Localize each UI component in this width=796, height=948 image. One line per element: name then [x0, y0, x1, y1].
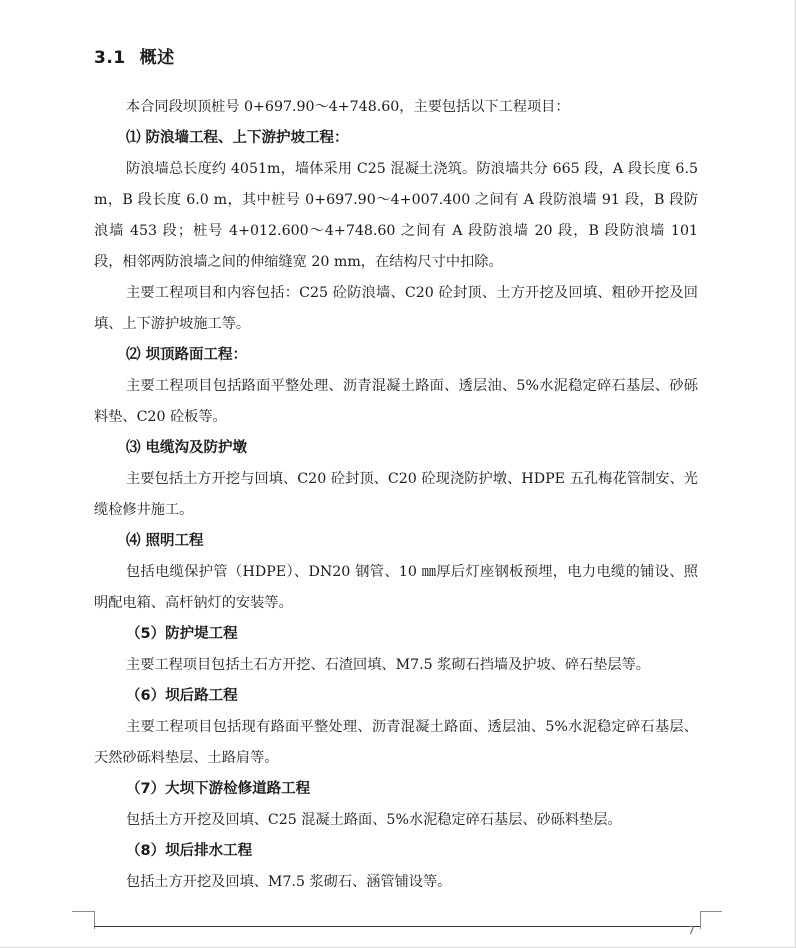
- body-paragraph: 主要包括土方开挖与回填、C20 砼封顶、C20 砼现浇防护墩、HDPE 五孔梅花管制安、光缆检修井施工。: [94, 471, 698, 518]
- body-paragraph: 包括电缆保护管（HDPE）、DN20 钢管、10 ㎜厚后灯座钢板预埋，电力电缆的铺设、照明配电箱、高杆钠灯的安装等。: [94, 564, 698, 611]
- subsection-title-6: （6）坝后路工程: [126, 688, 238, 704]
- crop-mark-left-horizontal: [72, 911, 94, 912]
- section-heading: [94, 43, 175, 68]
- page-number: 7: [688, 924, 695, 937]
- body-paragraph: 主要工程项目和内容包括：C25 砼防浪墙、C20 砼封顶、土方开挖及回填、粗砂开挖及回填、上下游护坡施工等。: [94, 285, 698, 332]
- subsection-title-4: ⑷ 照明工程: [126, 533, 204, 549]
- subsection-title-7: （7）大坝下游检修道路工程: [126, 781, 311, 797]
- body-paragraph: 防浪墙总长度约 4051m，墙体采用 C25 混凝土浇筑。防浪墙共分 665 段，A 段长度 6.5 m，B 段长度 6.0 m，其中桩号 0+697.90～4+007.400 之间有 A 段防浪墙 91 段，B 段防浪墙 453 段；桩号 4+012.600～4+748.60 之间有 A 段防浪墙 20 段，B 段防浪墙 101 段，相邻两防浪墙之间的伸缩缝宽 20 mm，在结构尺寸中扣除。: [94, 161, 698, 270]
- section-title: 概述: [139, 48, 175, 68]
- intro-paragraph: 本合同段坝顶桩号 0+697.90～4+748.60，主要包括以下工程项目：: [126, 99, 570, 115]
- body-paragraph: 主要工程项目包括土石方开挖、石渣回填、M7.5 浆砌石挡墙及护坡、碎石垫层等。: [126, 657, 650, 673]
- subsection-title-1: ⑴ 防浪墙工程、上下游护坡工程：: [126, 130, 349, 146]
- footer-rule: [94, 926, 700, 927]
- subsection-title-8: （8）坝后排水工程: [126, 843, 253, 859]
- subsection-title-2: ⑵ 坝顶路面工程：: [126, 347, 248, 363]
- body-paragraph: 主要工程项目包括路面平整处理、沥青混凝土路面、透层油、5%水泥稳定碎石基层、砂砾料垫、C20 砼板等。: [94, 378, 698, 425]
- body-paragraph: 包括土方开挖及回填、C25 混凝土路面、5%水泥稳定碎石基层、砂砾料垫层。: [126, 812, 622, 828]
- document-body: [94, 92, 698, 898]
- body-paragraph: 包括土方开挖及回填、M7.5 浆砌石、涵管铺设等。: [126, 874, 452, 890]
- body-paragraph: 主要工程项目包括现有路面平整处理、沥青混凝土路面、透层油、5%水泥稳定碎石基层、天然砂砾料垫层、土路肩等。: [94, 719, 698, 766]
- section-number: 3.1: [94, 48, 126, 68]
- crop-mark-right-horizontal: [700, 911, 722, 912]
- subsection-title-5: （5）防护堤工程: [126, 626, 238, 642]
- subsection-title-3: ⑶ 电缆沟及防护墩: [126, 440, 248, 456]
- crop-mark-right-vertical: [700, 911, 701, 929]
